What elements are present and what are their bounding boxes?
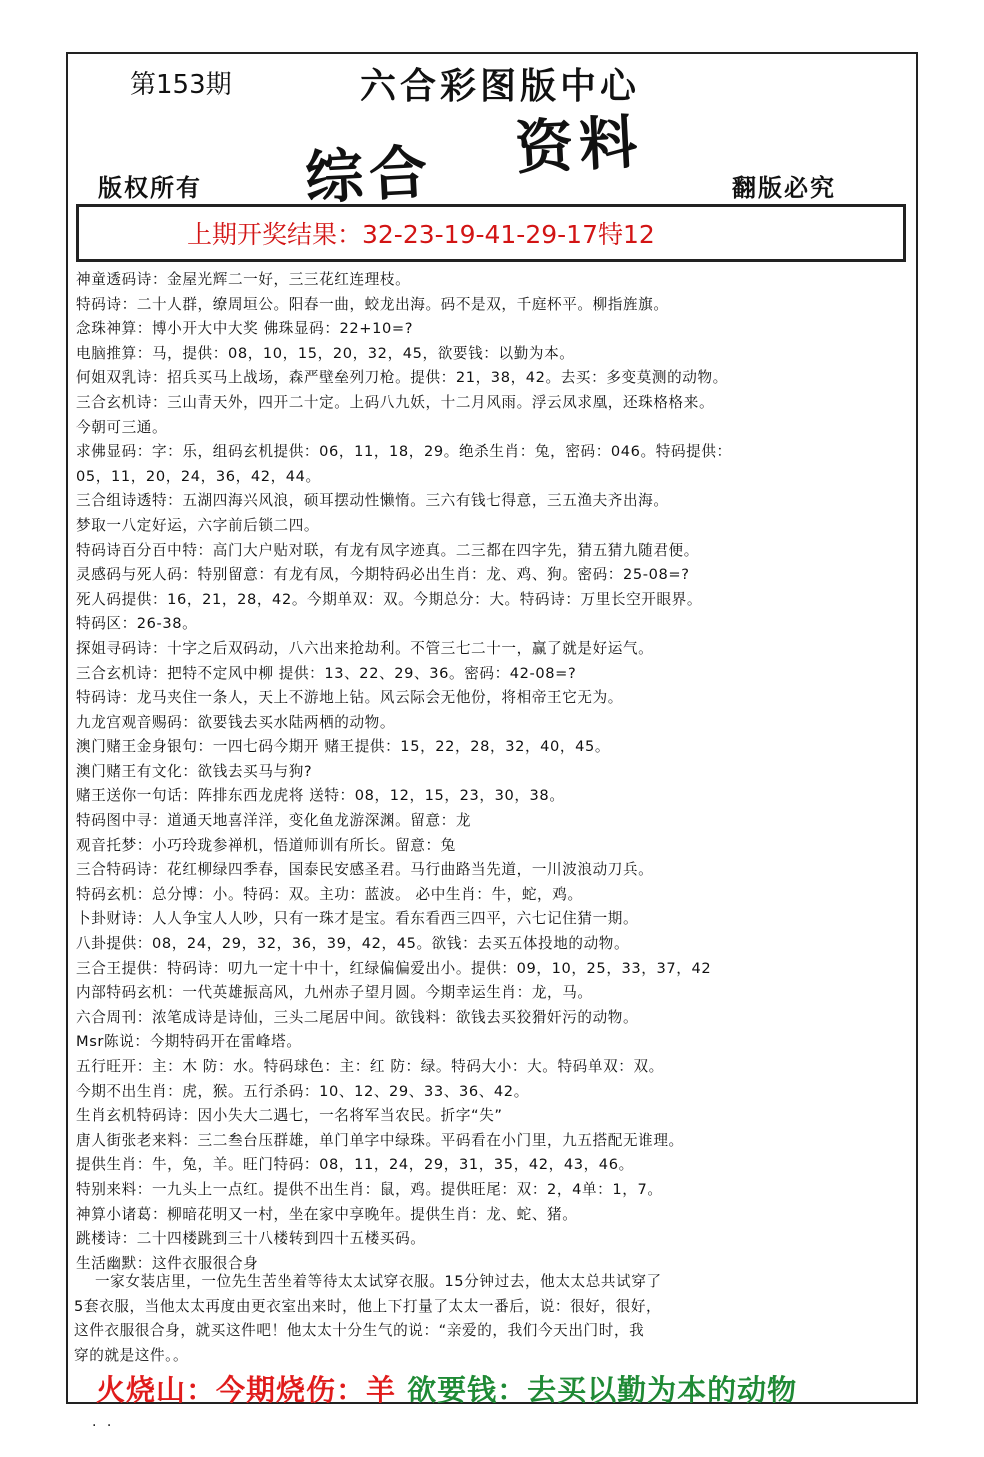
tip-line: 八卦提供：08，24，29，32，36，39，42，45。欲钱：去买五体投地的动物。 bbox=[76, 935, 630, 953]
tip-line: 六合周刊：浓笔成诗是诗仙，三头二尾居中间。欲钱料：欲钱去买狡猾奸污的动物。 bbox=[76, 1008, 639, 1026]
story-line: 这件衣服很合身，就买这件吧！他太太十分生气的说：“亲爱的，我们今天出门时，我 bbox=[74, 1322, 645, 1340]
tip-line: 特码诗：龙马夹住一条人，天上不游地上钻。风云际会无他份，将相帝王它无为。 bbox=[76, 689, 623, 707]
tip-line: 求佛显码：字：乐，组码玄机提供：06，11，18，29。绝杀生肖：兔，密码：046。特码提供： bbox=[76, 443, 732, 461]
big-title-part-a: 综合 bbox=[303, 137, 435, 213]
tip-line: 赌王送你一句话：阵排东西龙虎将 送特：08，12，15，23，30，38。 bbox=[76, 787, 565, 805]
tip-line: 电脑推算：马，提供：08，10，15，20，32，45，欲要钱：以勤为本。 bbox=[76, 344, 575, 362]
last-result-box bbox=[76, 204, 906, 262]
tip-line: 今朝可三通。 bbox=[76, 418, 168, 436]
footer-red-text: 火烧山：今期烧伤：羊 bbox=[96, 1373, 397, 1407]
footer-green-text: 欲要钱：去买以勤为本的动物 bbox=[407, 1373, 798, 1407]
tip-line: 死人码提供：16，21，28，42。今期单双：双。今期总分：大。特码诗：万里长空开眼界。 bbox=[76, 590, 703, 608]
story-line: 5套衣服，当他太太再度由更衣室出来时，他上下打量了太太一番后，说：很好，很好， bbox=[74, 1297, 662, 1315]
tip-line: 三合玄机诗：把特不定风中柳 提供：13、22、29、36。密码：42-08=? bbox=[76, 664, 577, 682]
tip-line: 三合玄机诗：三山青天外，四开二十定。上码八九妖，十二月风雨。浮云凤求凰，还珠格格来。 bbox=[76, 393, 715, 411]
copyright-label: 版权所有 bbox=[98, 173, 202, 202]
tip-line: 灵感码与死人码：特别留意：有龙有凤，今期特码必出生肖：龙、鸡、狗。密码：25-08=? bbox=[76, 566, 690, 584]
center-title: 六合彩图版中心 bbox=[360, 65, 641, 107]
big-title-part-b: 资料 bbox=[513, 107, 645, 183]
footer-banner bbox=[96, 1368, 797, 1409]
tip-line: 特码诗：二十人群，缭周垣公。阳春一曲，蛟龙出海。码不是双，千庭杯平。柳指旌旗。 bbox=[76, 295, 669, 313]
tip-line: 05，11，20，24，36，42，44。 bbox=[76, 467, 321, 485]
tip-line: 澳门赌王有文化：欲钱去买马与狗? bbox=[76, 762, 313, 780]
tip-line: 观音托梦：小巧玲珑参禅机，悟道师训有所长。留意：兔 bbox=[76, 836, 456, 854]
story-line: 穿的就是这件。。 bbox=[74, 1346, 189, 1364]
tip-line: 跳楼诗：二十四楼跳到三十八楼转到四十五楼买码。 bbox=[76, 1230, 426, 1248]
tip-line: 生活幽默：这件衣服很合身 bbox=[76, 1254, 259, 1272]
tip-line: 特别来料：一九头上一点红。提供不出生肖：鼠，鸡。提供旺尾：双：2，4单：1，7。 bbox=[76, 1180, 663, 1198]
tip-line: 唐人街张老来料：三二叁台压群雄，单门单字中绿珠。平码看在小门里，九五搭配无谁理。 bbox=[76, 1131, 684, 1149]
tip-line: 三合王提供：特码诗：叨九一定十中十，红绿偏偏爱出小。提供：09，10，25，33，37，42 bbox=[76, 959, 712, 977]
story-line: 一家女装店里，一位先生苦坐着等待太太试穿衣服。15分钟过去，他太太总共试穿了 bbox=[74, 1273, 662, 1290]
tip-line: 特码区：26-38。 bbox=[76, 615, 198, 633]
tip-line: 特码图中寻：道通天地喜洋洋，变化鱼龙游深渊。留意：龙 bbox=[76, 812, 472, 830]
tip-line: 念珠神算：博小开大中大奖 佛珠显码：22+10=? bbox=[76, 320, 414, 338]
tip-line: 九龙宫观音赐码：欲要钱去买水陆两栖的动物。 bbox=[76, 713, 396, 731]
tip-line: 特码玄机：总分博：小。特码：双。主功：蓝波。 必中生肖：牛，蛇，鸡。 bbox=[76, 885, 583, 903]
tip-line: 神童透码诗：金屋光辉二一好，三三花红连理枝。 bbox=[76, 271, 411, 288]
tip-line: 今期不出生肖：虎，猴。五行杀码：10、12、29、33、36、42。 bbox=[76, 1082, 529, 1100]
tip-line: 澳门赌王金身银句：一四七码今期开 赌王提供：15，22，28，32，40，45。 bbox=[76, 738, 611, 756]
tip-line: 何姐双乳诗：招兵买马上战场，森严壁垒列刀枪。提供：21，38，42。去买：多变莫测的动物。 bbox=[76, 369, 728, 387]
tip-line: 探姐寻码诗：十字之后双码动，八六出来抢劫利。不管三七二十一，赢了就是好运气。 bbox=[76, 639, 654, 657]
tip-line: 卜卦财诗：人人争宝人人吵，只有一珠才是宝。看东看西三四平，六七记住猜一期。 bbox=[76, 910, 639, 928]
tip-line: Msr陈说：今期特码开在雷峰塔。 bbox=[76, 1033, 302, 1051]
tips-list bbox=[76, 268, 908, 1276]
tip-line: 特码诗百分百中特：高门大户贴对联，有龙有凤字迹真。二三都在四字先，猜五猜九随君便。 bbox=[76, 541, 699, 559]
tip-line: 神算小诸葛：柳暗花明又一村，坐在家中享晚年。提供生肖：龙、蛇、猪。 bbox=[76, 1205, 578, 1223]
tip-line: 三合组诗透特：五湖四海兴风浪，硕耳摆动性懒惰。三六有钱七得意，三五渔夫齐出海。 bbox=[76, 492, 669, 510]
tip-line: 五行旺开：主：木 防：水。特码球色：主：红 防：绿。特码大小：大。特码单双：双。 bbox=[76, 1058, 664, 1075]
piracy-warning: 翻版必究 bbox=[732, 173, 836, 202]
tip-line: 内部特码玄机：一代英雄振高风，九州赤子望月圆。今期幸运生肖：龙，马。 bbox=[76, 984, 593, 1002]
scan-dots: · · bbox=[92, 1418, 115, 1434]
tip-line: 提供生肖：牛，兔，羊。旺门特码：08，11，24，29，31，35，42，43，46。 bbox=[76, 1156, 634, 1174]
tip-line: 三合特码诗：花红柳绿四季春，国泰民安感圣君。马行曲路当先道，一川波浪动刀兵。 bbox=[76, 861, 654, 879]
tip-line: 生肖玄机特码诗：因小失大二遇七，一名将军当农民。折字“失” bbox=[76, 1107, 503, 1125]
tip-line: 梦取一八定好运，六字前后锁二四。 bbox=[76, 516, 320, 534]
humor-story bbox=[74, 1270, 904, 1368]
issue-number: 第153期 bbox=[130, 70, 232, 100]
last-result-text: 上期开奖结果：32-23-19-41-29-17特12 bbox=[187, 220, 655, 249]
